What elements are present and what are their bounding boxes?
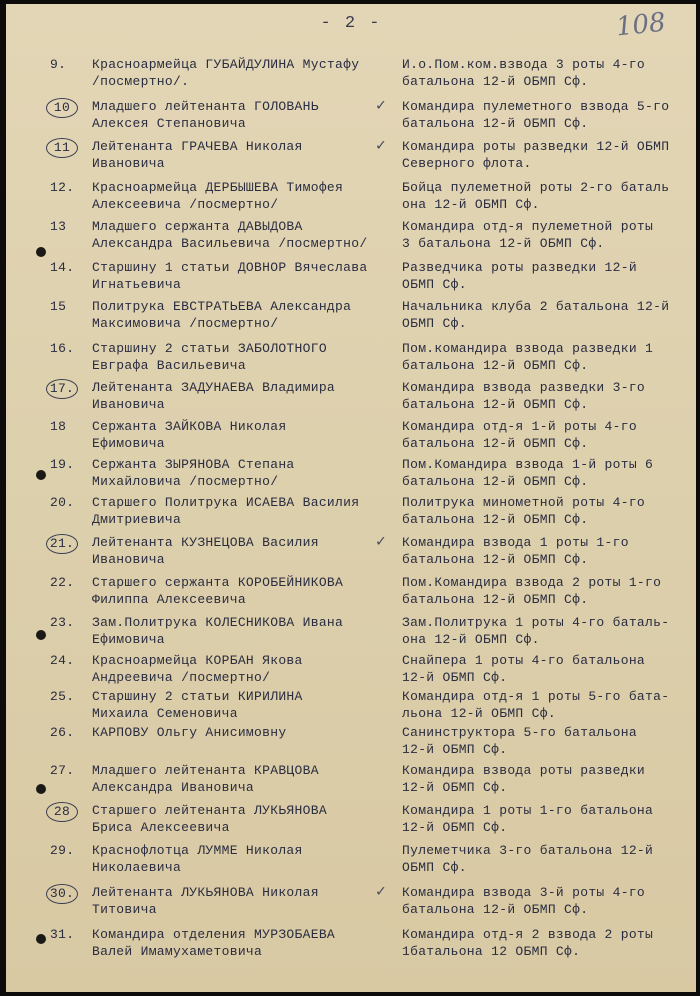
recipient-name: Старшину 2 статьи ЗАБОЛОТНОГО Евграфа Васильевича <box>92 341 327 373</box>
list-item <box>6 534 696 574</box>
check-mark-icon: ✓ <box>376 883 386 901</box>
recipient-name: Младшего лейтенанта ГОЛОВАНЬ Алексея Степановича <box>92 99 319 131</box>
entry-number: 25. <box>50 689 75 704</box>
recipient-name: Старшину 1 статьи ДОВНОР Вячеслава Игнатьевича <box>92 260 368 292</box>
list-item <box>6 762 696 802</box>
recipient-position: Командира отд-я 2 взвода 2 роты 1батальона 12 ОБМП Сф. <box>402 927 654 959</box>
entry-number: 15 <box>50 299 67 314</box>
recipient-position: Командира 1 роты 1-го батальона 12-й ОБМП Сф. <box>402 803 654 835</box>
page-number: - 2 - <box>320 14 382 33</box>
entry-number: 26. <box>50 725 75 740</box>
recipient-name: Младшего сержанта ДАВЫДОВА Александра Васильевича /посмертно/ <box>92 219 368 251</box>
list-item <box>6 494 696 534</box>
recipient-name: Лейтенанта ГРАЧЕВА Николая Ивановича <box>92 139 303 171</box>
binding-hole <box>36 784 46 794</box>
entry-number: 11 <box>46 138 78 158</box>
entry-number: 18 <box>50 419 67 434</box>
entry-number: 14. <box>50 260 75 275</box>
check-mark-icon: ✓ <box>376 137 386 155</box>
recipient-position: Бойца пулеметной роты 2-го баталь она 12-й ОБМП Сф. <box>402 180 670 212</box>
recipient-name: Лейтенанта ЗАДУНАЕВА Владимира Ивановича <box>92 380 336 412</box>
list-item <box>6 724 696 764</box>
entry-number: 9. <box>50 57 67 72</box>
recipient-name: Сержанта ЗАЙКОВА Николая Ефимовича <box>92 419 287 451</box>
entry-number: 10 <box>46 98 78 118</box>
entry-number: 24. <box>50 653 75 668</box>
list-item <box>6 688 696 728</box>
list-item <box>6 56 696 96</box>
entry-number: 16. <box>50 341 75 356</box>
list-item <box>6 456 696 496</box>
list-item <box>6 652 696 692</box>
archive-folio-number: 108 <box>614 7 668 43</box>
recipient-position: Командира отд-я пулеметной роты 3 батальона 12-й ОБМП Сф. <box>402 219 654 251</box>
recipient-position: Пом.командира взвода разведки 1 батальона 12-й ОБМП Сф. <box>402 341 654 373</box>
recipient-name: Старшину 2 статьи КИРИЛИНА Михаила Семеновича <box>92 689 303 721</box>
entry-number: 13 <box>50 219 67 234</box>
list-item <box>6 259 696 299</box>
check-mark-icon: ✓ <box>376 533 386 551</box>
entry-number: 28 <box>46 802 78 822</box>
recipient-name: Зам.Политрука КОЛЕСНИКОВА Ивана Ефимовича <box>92 615 344 647</box>
list-item <box>6 138 696 178</box>
entry-number: 23. <box>50 615 75 630</box>
entry-number: 30. <box>46 884 78 904</box>
recipient-position: Командира взвода 3-й роты 4-го батальона 12-й ОБМП Сф. <box>402 885 646 917</box>
list-item <box>6 614 696 654</box>
recipient-position: Командира взвода 1 роты 1-го батальона 12-й ОБМП Сф. <box>402 535 629 567</box>
recipient-position: Командира роты разведки 12-й ОБМП Северного флота. <box>402 139 670 171</box>
recipient-name: Краснофлотца ЛУММЕ Николая Николаевича <box>92 843 303 875</box>
list-item <box>6 842 696 882</box>
binding-hole <box>36 470 46 480</box>
recipient-position: Пом.Командира взвода 1-й роты 6 батальона 12-й ОБМП Сф. <box>402 457 654 489</box>
recipient-position: Разведчика роты разведки 12-й ОБМП Сф. <box>402 260 637 292</box>
recipient-position: Начальника клуба 2 батальона 12-й ОБМП Сф. <box>402 299 670 331</box>
recipient-position: Политрука минометной роты 4-го батальона 12-й ОБМП Сф. <box>402 495 646 527</box>
recipient-position: Зам.Политрука 1 роты 4-го баталь- она 12-й ОБМП Сф. <box>402 615 670 647</box>
recipient-name: Красноармейца ДЕРБЫШЕВА Тимофея Алексеевича /посмертно/ <box>92 180 344 212</box>
list-item <box>6 418 696 458</box>
recipient-position: Пулеметчика 3-го батальона 12-й ОБМП Сф. <box>402 843 654 875</box>
recipient-position: Санинструктора 5-го батальона 12-й ОБМП Сф. <box>402 725 637 757</box>
check-mark-icon: ✓ <box>376 97 386 115</box>
list-item <box>6 340 696 380</box>
recipient-position: Снайпера 1 роты 4-го батальона 12-й ОБМП Сф. <box>402 653 646 685</box>
recipient-name: Лейтенанта КУЗНЕЦОВА Василия Ивановича <box>92 535 319 567</box>
list-item <box>6 926 696 966</box>
recipient-name: Красноармейца ГУБАЙДУЛИНА Мустафу /посмертно/. <box>92 57 360 89</box>
recipient-name: Младшего лейтенанта КРАВЦОВА Александра Ивановича <box>92 763 319 795</box>
entry-number: 12. <box>50 180 75 195</box>
list-item <box>6 98 696 138</box>
entry-number: 20. <box>50 495 75 510</box>
recipient-position: Командира пулеметного взвода 5-го батальона 12-й ОБМП Сф. <box>402 99 670 131</box>
recipient-position: Командира взвода разведки 3-го батальона 12-й ОБМП Сф. <box>402 380 646 412</box>
entry-number: 31. <box>50 927 75 942</box>
list-item <box>6 574 696 614</box>
list-item <box>6 179 696 219</box>
recipient-name: Старшего лейтенанта ЛУКЬЯНОВА Бриса Алексеевича <box>92 803 327 835</box>
binding-hole <box>36 630 46 640</box>
list-item <box>6 218 696 258</box>
recipient-position: Командира взвода роты разведки 12-й ОБМП Сф. <box>402 763 646 795</box>
recipient-name: Сержанта ЗЫРЯНОВА Степана Михайловича /посмертно/ <box>92 457 295 489</box>
recipient-name: Красноармейца КОРБАН Якова Андреевича /посмертно/ <box>92 653 303 685</box>
entry-number: 17. <box>46 379 78 399</box>
entry-number: 22. <box>50 575 75 590</box>
entry-number: 21. <box>46 534 78 554</box>
recipient-position: Командира отд-я 1-й роты 4-го батальона 12-й ОБМП Сф. <box>402 419 637 451</box>
recipient-name: Командира отделения МУРЗОБАЕВА Валей Имамухаметовича <box>92 927 336 959</box>
binding-hole <box>36 247 46 257</box>
binding-hole <box>36 934 46 944</box>
recipient-position: Пом.Командира взвода 2 роты 1-го батальона 12-й ОБМП Сф. <box>402 575 662 607</box>
recipient-name: Политрука ЕВСТРАТЬЕВА Александра Максимовича /посмертно/ <box>92 299 352 331</box>
recipient-name: Старшего Политрука ИСАЕВА Василия Дмитриевича <box>92 495 360 527</box>
entry-number: 29. <box>50 843 75 858</box>
list-item <box>6 884 696 924</box>
recipient-position: И.о.Пом.ком.взвода 3 роты 4-го батальона 12-й ОБМП Сф. <box>402 57 646 89</box>
list-item <box>6 298 696 338</box>
recipient-name: Лейтенанта ЛУКЬЯНОВА Николая Титовича <box>92 885 319 917</box>
recipient-name: Старшего сержанта КОРОБЕЙНИКОВА Филиппа Алексеевича <box>92 575 344 607</box>
document-page <box>6 4 696 992</box>
entry-number: 27. <box>50 763 75 778</box>
list-item <box>6 802 696 842</box>
recipient-position: Командира отд-я 1 роты 5-го бата- льона 12-й ОБМП Сф. <box>402 689 670 721</box>
list-item <box>6 379 696 419</box>
recipient-name: КАРПОВУ Ольгу Анисимовну <box>92 725 287 740</box>
entry-number: 19. <box>50 457 75 472</box>
